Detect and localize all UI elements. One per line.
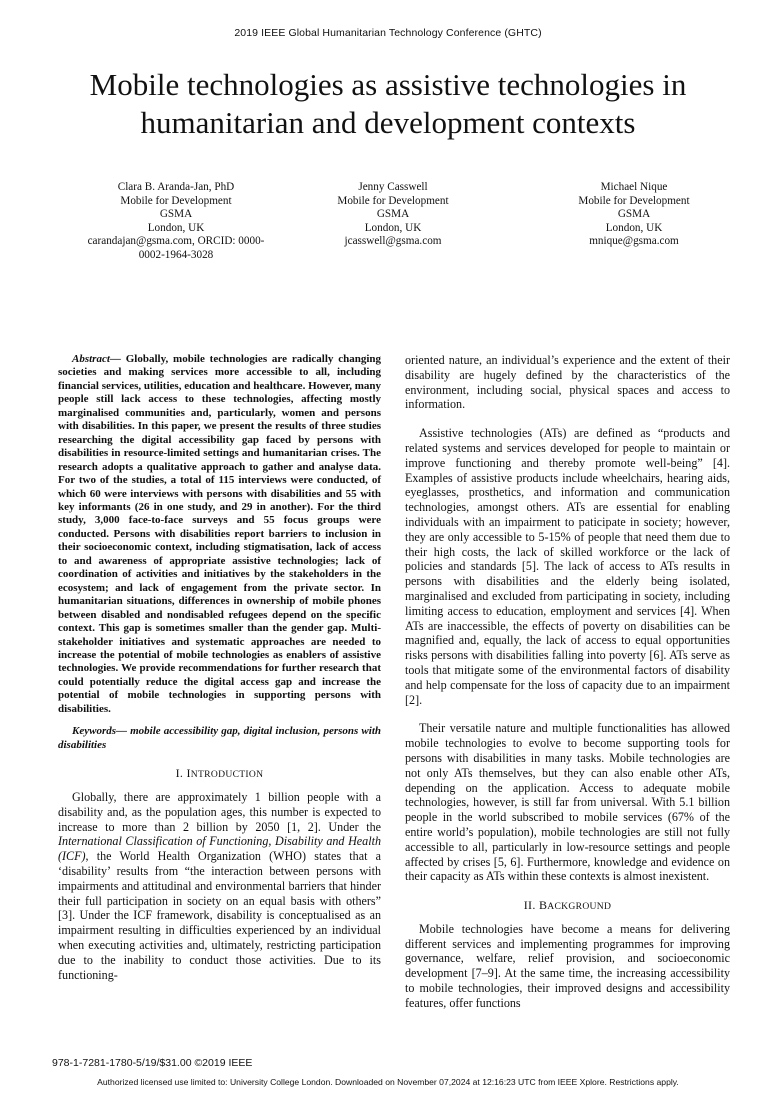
author-organization: GSMA [617, 208, 651, 221]
paper-title [40, 66, 736, 142]
intro-paragraph-continued: oriented nature, an individual’s experience and the extent of their disability are hugely defined by the characteristics of the environment, including social, physical spaces and access to information. [405, 353, 730, 412]
author-location: London, UK [605, 221, 663, 234]
background-paragraph-1: Mobile technologies have become a means for delivering different services and implementing programmes for improving governance, welfare, relief provision, and socioeconomic development [7–9]. At the same time, the increasing accessibility to mobile technologies, their improved designs and accessibility features, offer functions [405, 921, 730, 1010]
conference-header: 2019 IEEE Global Humanitarian Technology Conference (GHTC) [234, 27, 542, 39]
left-column [58, 353, 381, 982]
intro-paragraph-3: Their versatile nature and multiple functionalities has allowed mobile technologies to evolve to become supporting tools for persons with disabilities in many tasks. Mobile technologies are not only ATs themselves, but they can also enable other ATs, depending on the application. Access to adequate mobile technologies, however, is still far from universal. With 5.1 billion people in the world subscribed to mobile services (67% of the entire world’s population), mobile technologies are still not fully accessible to all, particularly in low-resource settings and people affected by crises [5, 6]. Furthermore, knowledge and evidence on their capacity as ATs within these contexts is almost inexistent. [405, 721, 730, 884]
intro-paragraph-2: Assistive technologies (ATs) are defined as “products and related systems and services developed for people to maintain or improve functioning and thereby promote well-being” [4]. Examples of assistive products include wheelchairs, hearing aids, eyeglasses, prosthetics, and information and communication technologies, amongst others. ATs are essential for enabling individuals with an impairment to paticipate in society; however, they are only accessible to 5-15% of people that need them due to their high costs, the lack of skilled workforce or the lack of policies and standards [5]. The lack of access to ATs results in persons with disabilities and the elderly being isolated, marginalised and excluded from participating in society, including limiting access to education, employment and services [4]. When ATs are inaccessible, the effects of poverty on disabilities can be magnified and, equally, the lack of access to equal opportunities risks persons with disabilities falling into poverty [6]. ATs serve as tools that mitigate some of the environmental factors of disability and help compensate for the loss of capacity due to an impairment [2]. [405, 426, 730, 707]
author-department: Mobile for Development [120, 194, 232, 207]
author-organization: GSMA [159, 208, 193, 221]
abstract-label: Abstract— [72, 353, 121, 365]
author-contact: jcasswell@gsma.com [344, 235, 442, 248]
right-column [405, 353, 730, 1011]
author-department: Mobile for Development [578, 194, 690, 207]
author-location: London, UK [364, 221, 422, 234]
author-block-3 [534, 181, 734, 249]
author-organization: GSMA [376, 208, 410, 221]
author-contact: carandajan@gsma.com, ORCID: 0000-0002-1964-3028 [87, 235, 265, 261]
footer-isbn: 978-1-7281-1780-5/19/$31.00 ©2019 IEEE [52, 1057, 253, 1069]
intro-paragraph-1: Globally, there are approximately 1 billion people with a disability and, as the population ages, this number is expected to increase to more than 2 billion by 2050 [1, 2]. Under the International Classification of Functioning, Disability and Health (ICF), the World Health Organization (WHO) states that a ‘disability’ results from “the interaction between persons with impairments and attitudinal and environmental barriers that hinder their full participation in society on an equal basis with others” [3]. Under the ICF framework, disability is conceptualised as an impairment resulting in difficulties experienced by an individual when executing activities and, ultimately, restricting participation due to the inability to conduct those activities. Due to its functioning- [58, 789, 381, 982]
paper-title-line-2: humanitarian and development contexts [140, 105, 636, 140]
author-name: Jenny Casswell [358, 181, 428, 193]
footer-license-note: Authorized licensed use limited to: University College London. Downloaded on November 07,2024 at 12:16:23 UTC from IEEE Xplore. Restrictions apply. [97, 1077, 679, 1087]
author-location: London, UK [147, 221, 205, 234]
author-block-2 [293, 181, 493, 249]
author-name: Michael Nique [600, 181, 668, 193]
abstract-text: Globally, mobile technologies are radically changing societies and making services more accessible to all, including financial services, utilities, education and healthcare. However, many people still lack access to these technologies, affecting mostly marginalised communities and, particularly, women and persons with disabilities. In this paper, we present the results of three studies researching the digital accessibility gap faced by persons with disabilities in resource-limited settings and humanitarian crises. The research adopts a qualitative approach to gather and analyse data. For two of the studies, a total of 115 interviews were conducted, of which 60 were interviews with persons with disabilities and 55 with key informants (26 in one study, and 29 in another). For the third study, 3,000 face-to-face surveys and 55 focus groups were conducted. Persons with disabilities report barriers to inclusion in their socioeconomic context, including stigmatisation, lack of access to and awareness of appropriate assistive technologies; lack of coordination of activities and initiatives by the stakeholders in the ecosystem; and lack of engagement from the private sector. In humanitarian situations, differences in ownership of mobile phones between disabled and nondisabled refugees depend on the specific context. This gap is sometimes smaller than the gender gap. Multi-stakeholder initiatives and systematic approaches are needed to increase the potential of mobile technologies as enablers of assistive technologies. We provide recommendations for further research that could potentially reduce the digital access gap and increase the potential of mobile technologies in supporting persons with disabilities. [58, 353, 381, 715]
keywords: Keywords— mobile accessibility gap, digital inclusion, persons with disabilities [58, 725, 381, 751]
section-heading-introduction: I. INTRODUCTION [175, 766, 264, 781]
paper-title-line-1: Mobile technologies as assistive technologies in [89, 67, 687, 102]
section-heading-background: II. BACKGROUND [523, 898, 612, 913]
author-name: Clara B. Aranda-Jan, PhD [117, 181, 235, 193]
author-contact: mnique@gsma.com [589, 235, 679, 248]
abstract [58, 353, 381, 716]
author-department: Mobile for Development [337, 194, 449, 207]
author-block-1 [76, 181, 276, 263]
